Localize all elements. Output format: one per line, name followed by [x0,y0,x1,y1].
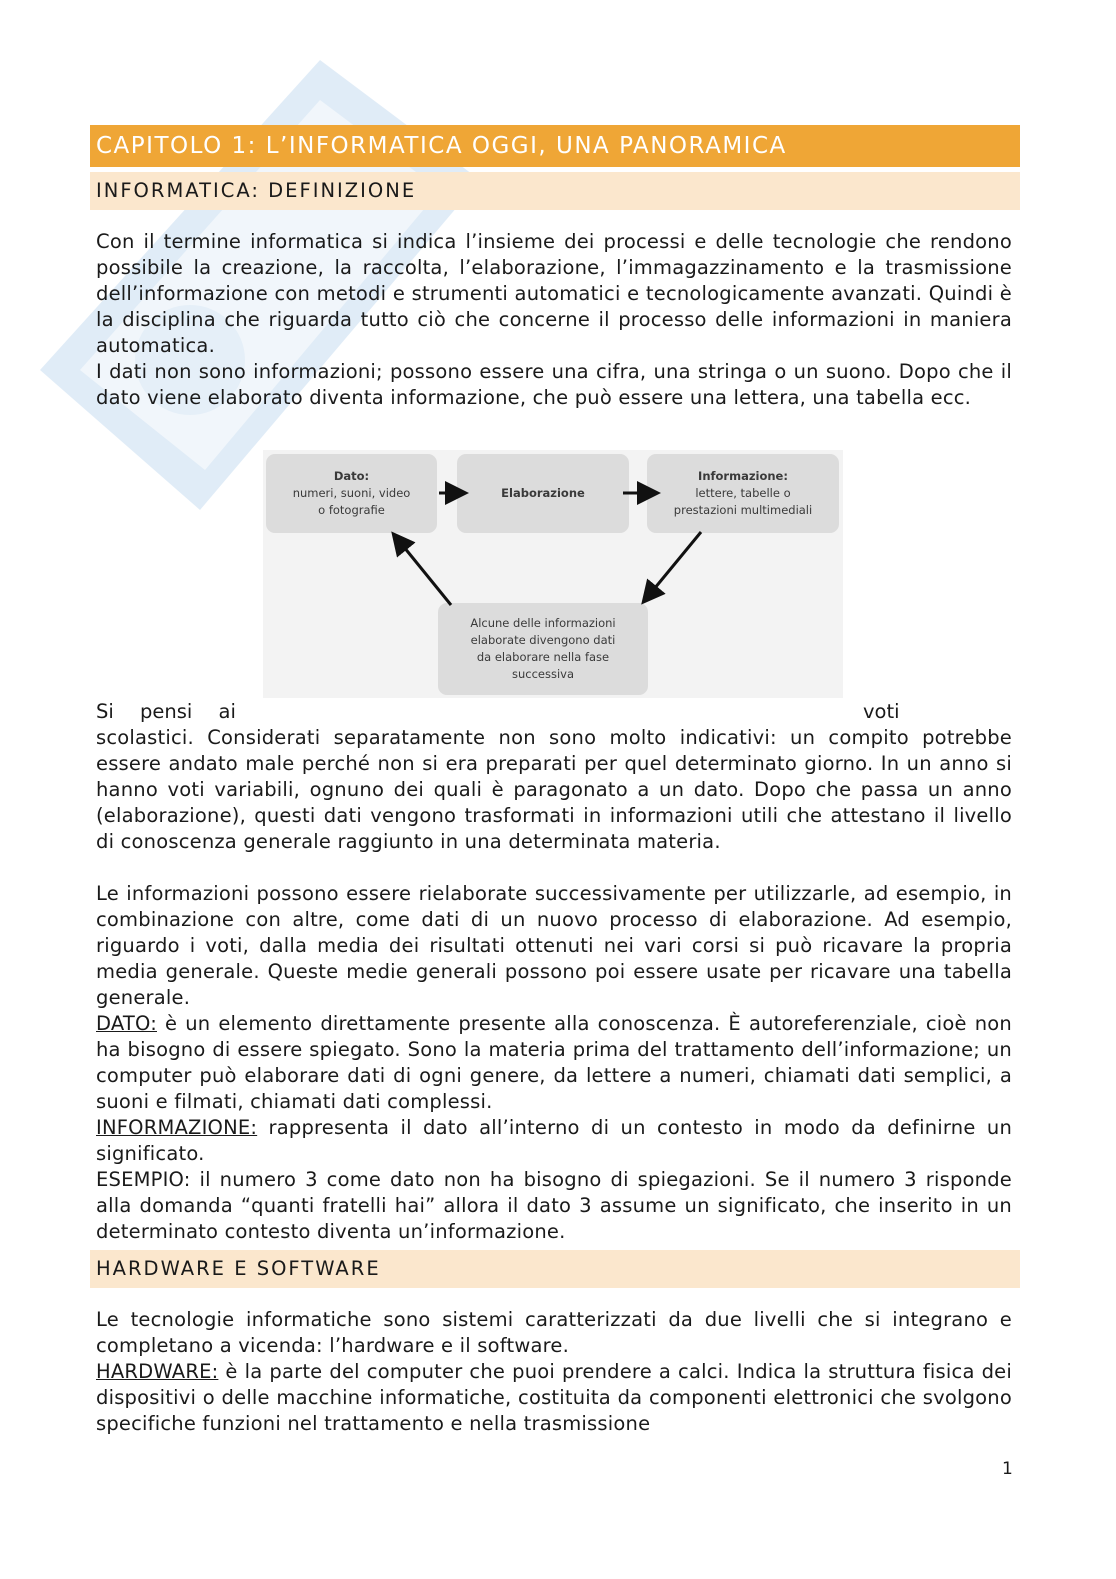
diagram-dato-desc-2: o fotografie [318,503,385,517]
chapter-title: CAPITOLO 1: L’INFORMATICA OGGI, UNA PANORAMICA [90,125,1020,167]
paragraph-dati: I dati non sono informazioni; possono essere una cifra, una stringa o un suono. Dopo che il dato viene elaborato diventa informazione, che può essere una lettera, una tabella ecc. [96,360,1012,409]
informazione-text: rappresenta il dato all’interno di un contesto in modo da definirne un significato. [96,1116,1012,1165]
diagram-feedback-line-4: successiva [511,667,575,681]
diagram-info-title: Informazione: [698,469,788,483]
diagram-info-desc-1: lettere, tabelle o [695,486,791,500]
diagram-elaborazione-label: Elaborazione [501,486,585,500]
diagram-arrows [263,450,843,698]
paragraph-hardware [96,1359,1012,1437]
diagram-feedback-line-3: da elaborare nella fase [476,650,610,664]
hardware-text: è la parte del computer che puoi prendere a calci. Indica la struttura fisica dei dispositivi o delle macchine informatiche, costituita da componenti elettronici che svolgono specifiche funzioni nel trattamento e nella trasmissione [96,1360,1012,1435]
page-number: 1 [1002,1459,1013,1479]
paragraph-tecnologie: Le tecnologie informatiche sono sistemi caratterizzati da due livelli che si integrano e completano a vicenda: l’hardware e il software. [96,1308,1012,1357]
paragraph-informazione [96,1115,1012,1167]
dato-text: è un elemento direttamente presente alla conoscenza. È autoreferenziale, cioè non ha bisogno di essere spiegato. Sono la materia prima del trattamento dell’informazione; un computer può elaborare dati di ogni genere, da lettere a numeri, chiamati dati semplici, a suoni e filmati, chiamati dati complessi. [96,1012,1012,1113]
diagram-dato-desc-1: numeri, suoni, video [292,486,411,500]
si-pensi-right: voti [863,700,900,723]
diagram-feedback-line-1: Alcune delle informazioni [470,616,616,630]
informazione-label: INFORMAZIONE: [96,1116,258,1139]
section-title-hardware-software: HARDWARE E SOFTWARE [90,1250,1020,1288]
arrow-feedback-to-dato [395,536,451,605]
paragraph-dato [96,1011,1012,1115]
data-processing-diagram [263,450,843,698]
diagram-info-desc-2: prestazioni multimediali [673,503,813,517]
diagram-dato-title: Dato: [333,469,370,483]
diagram-feedback-line-2: elaborate divengono dati [470,633,616,647]
hardware-label: HARDWARE: [96,1360,219,1383]
arrow-info-to-feedback [645,532,701,600]
paragraph-voti: scolastici. Considerati separatamente non sono molto indicativi: un compito potrebbe essere andato male perché non si era preparati per quel determinato giorno. In un anno si hanno voti variabili, ognuno dei quali è paragonato a un dato. Dopo che passa un anno (elaborazione), questi dati vengono trasformati in informazioni utili che attestano il livello di conoscenza generale raggiunto in una determinata materia. [96,726,1012,853]
section-title-definizione: INFORMATICA: DEFINIZIONE [90,172,1020,210]
paragraph-esempio: ESEMPIO: il numero 3 come dato non ha bisogno di spiegazioni. Se il numero 3 risponde alla domanda “quanti fratelli hai” allora il dato 3 assume un significato, che inserito in un determinato contesto diventa un’informazione. [96,1168,1012,1243]
dato-label: DATO: [96,1012,157,1035]
si-pensi-left: Si pensi ai [96,700,236,723]
paragraph-rielaborazione: Le informazioni possono essere rielaborate successivamente per utilizzarle, ad esempio, in combinazione con altre, come dati di un nuovo processo di elaborazione. Ad esempio, riguardo i voti, dalla media dei risultati ottenuti nei vari corsi si può ricavare la propria media generale. Queste medie generali possono poi essere usate per ricavare una tabella generale. [96,882,1012,1009]
paragraph-definition: Con il termine informatica si indica l’insieme dei processi e delle tecnologie che rendono possibile la creazione, la raccolta, l’elaborazione, l’immagazzinamento e la trasmissione dell’informazione con metodi e strumenti automatici e tecnologicamente avanzati. Quindi è la disciplina che riguarda tutto ciò che concerne il processo delle informazioni in maniera automatica. [96,230,1012,357]
